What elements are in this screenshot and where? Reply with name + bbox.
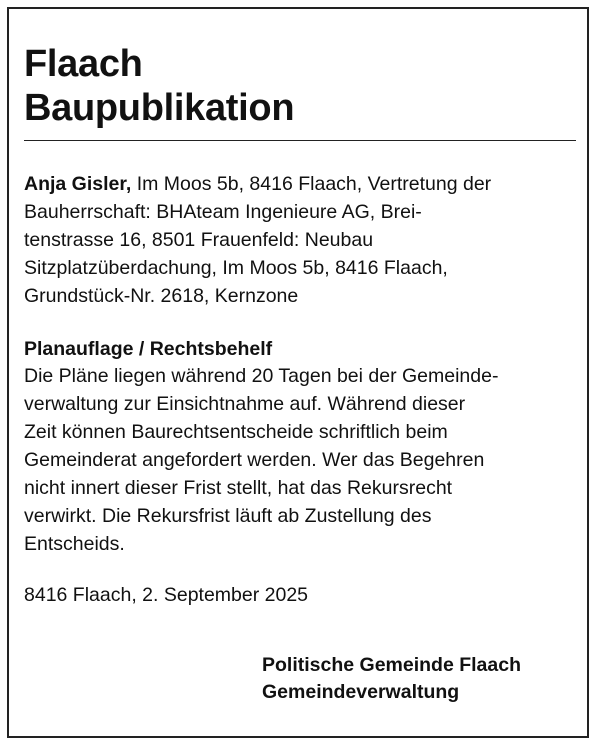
applicant-line-3: tenstrasse 16, 8501 Frauenfeld: Neubau [24, 229, 374, 251]
notice-line-6: verwirkt. Die Rekursfrist läuft ab Zustellung des [24, 505, 432, 527]
applicant-line-4: Sitzplatzüberdachung, Im Moos 5b, 8416 Flaach, [24, 257, 448, 279]
signature-department: Gemeindeverwaltung [262, 681, 460, 703]
notice-line-1: Die Pläne liegen während 20 Tagen bei der Gemeinde- [24, 365, 499, 387]
signature-authority: Politische Gemeinde Flaach [262, 654, 522, 676]
applicant-name: Anja Gisler, [24, 173, 132, 195]
applicant-line-5: Grundstück-Nr. 2618, Kernzone [24, 285, 299, 307]
notice-line-2: verwaltung zur Einsichtnahme auf. Während dieser [24, 393, 466, 415]
notice-line-4: Gemeinderat angefordert werden. Wer das Begehren [24, 449, 485, 471]
title-publication-type: Baupublikation [24, 87, 295, 129]
notice-paragraph [24, 362, 584, 558]
notice-line-5: nicht innert dieser Frist stellt, hat das Rekursrecht [24, 477, 453, 499]
applicant-paragraph [24, 170, 584, 310]
section-heading-planauflage: Planauflage / Rechtsbehelf [24, 338, 273, 360]
applicant-line-2: Bauherrschaft: BHAteam Ingenieure AG, Brei- [24, 201, 422, 223]
applicant-address: Im Moos 5b, 8416 Flaach, Vertretung der [131, 173, 492, 195]
title-municipality: Flaach [24, 43, 143, 85]
signature-block [262, 652, 521, 706]
notice-line-7: Entscheids. [24, 533, 125, 555]
place-date-line: 8416 Flaach, 2. September 2025 [24, 584, 309, 606]
applicant-line-1 [24, 170, 584, 198]
page-title [24, 42, 294, 130]
title-divider [24, 140, 576, 141]
notice-line-3: Zeit können Baurechtsentscheide schriftlich beim [24, 421, 448, 443]
